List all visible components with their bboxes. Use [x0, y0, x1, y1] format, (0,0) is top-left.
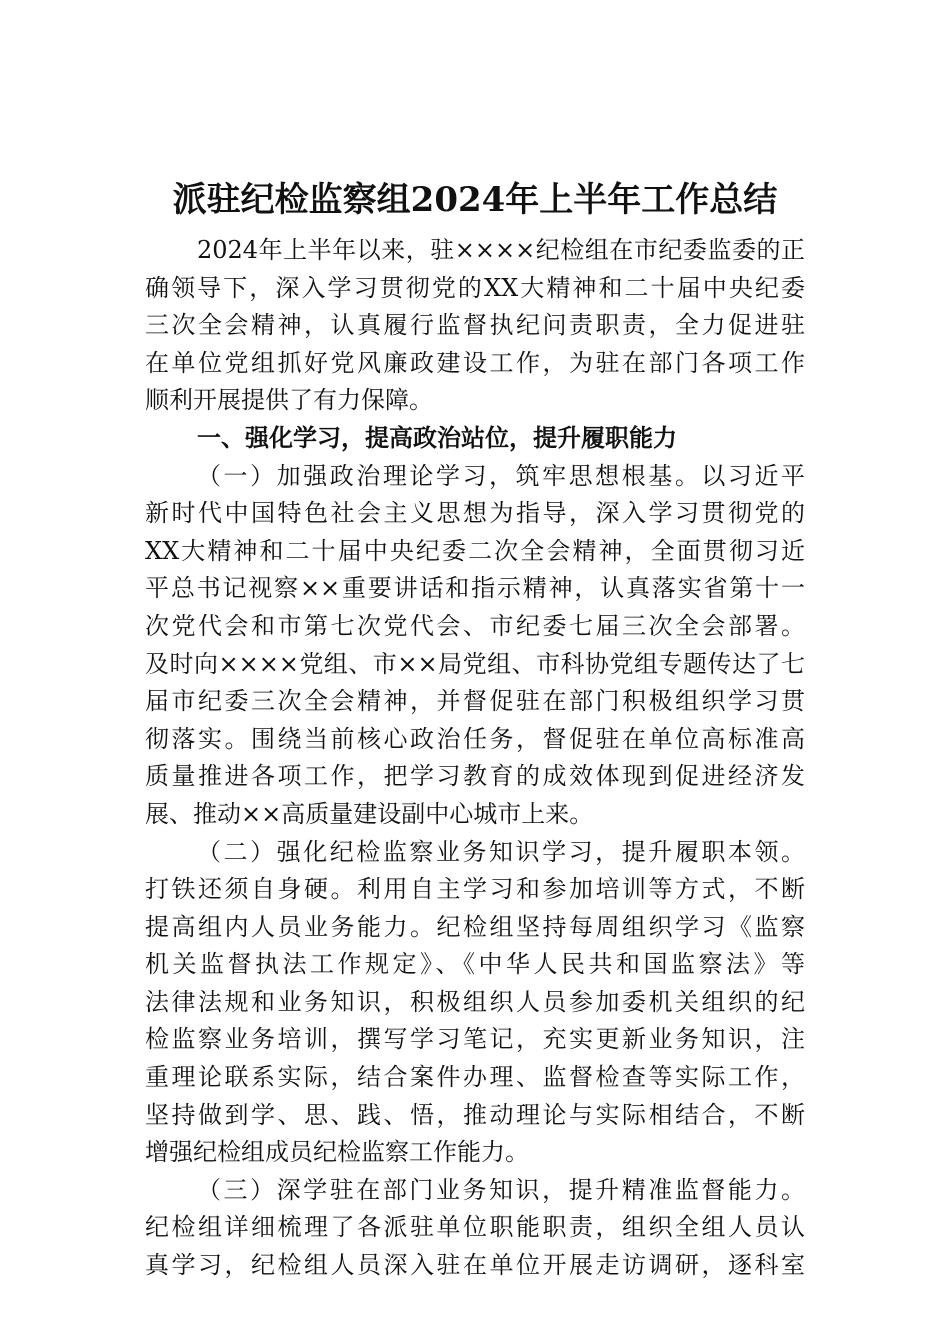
paragraph-line: 坚持做到学、思、践、悟，推动理论与实际相结合，不断: [145, 1100, 805, 1129]
paragraph-line: 展、推动××高质量建设副中心城市上来。: [145, 799, 594, 828]
paragraph-line: （三）深学驻在部门业务知识，提升精准监督能力。: [197, 1175, 805, 1204]
paragraph-line: 及时向××××党组、市××局党组、市科协党组专题传达了七: [145, 649, 805, 678]
paragraph-line: 2024年上半年以来，驻××××纪检组在市纪委监委的正: [197, 236, 805, 264]
paragraph-line: 法律法规和业务知识，积极组织人员参加委机关组织的纪: [145, 987, 805, 1016]
paragraph-line: 三次全会精神，认真履行监督执纪问责职责，全力促进驻: [145, 311, 805, 340]
paragraph-line: 新时代中国特色社会主义思想为指导，深入学习贯彻党的: [145, 499, 805, 528]
paragraph-line: 顺利开展提供了有力保障。: [145, 386, 433, 415]
paragraph-line: 届市纪委三次全会精神，并督促驻在部门积极组织学习贯: [145, 687, 805, 716]
paragraph-line: 检监察业务培训，撰写学习笔记，充实更新业务知识，注: [145, 1025, 805, 1054]
paragraph-line: 机关监督执法工作规定》、《中华人民共和国监察法》等: [145, 950, 805, 979]
document-title: 派驻纪检监察组2024年上半年工作总结: [172, 180, 778, 220]
paragraph-line: 真学习，纪检组人员深入驻在单位开展走访调研，逐科室: [145, 1251, 805, 1280]
paragraph-line: 提高组内人员业务能力。纪检组坚持每周组织学习《监察: [145, 912, 805, 941]
paragraph-line: 确领导下，深入学习贯彻党的XX大精神和二十届中央纪委: [145, 273, 805, 302]
document-body: [145, 232, 805, 1285]
paragraph-line: 纪检组详细梳理了各派驻单位职能职责，组织全组人员认: [145, 1213, 805, 1242]
paragraph-line: 在单位党组抓好党风廉政建设工作，为驻在部门各项工作: [145, 348, 805, 377]
paragraph-line: （一）加强政治理论学习，筑牢思想根基。以习近平: [197, 461, 805, 490]
paragraph-line: XX大精神和二十届中央纪委二次全会精神，全面贯彻习近: [145, 536, 805, 565]
paragraph-line: 彻落实。围绕当前核心政治任务，督促驻在单位高标准高: [145, 724, 805, 753]
paragraph-line: 质量推进各项工作，把学习教育的成效体现到促进经济发: [145, 762, 805, 791]
paragraph-line: 平总书记视察××重要讲话和指示精神，认真落实省第十一: [145, 574, 805, 603]
paragraph-line: 次党代会和市第七次党代会、市纪委七届三次全会部署。: [145, 611, 805, 640]
section-heading: 一、强化学习，提高政治站位，提升履职能力: [197, 423, 677, 452]
paragraph-line: （二）强化纪检监察业务知识学习，提升履职本领。: [197, 837, 805, 866]
paragraph-line: 增强纪检组成员纪检监察工作能力。: [145, 1138, 529, 1167]
paragraph-line: 打铁还须自身硬。利用自主学习和参加培训等方式，不断: [145, 875, 805, 904]
paragraph-line: 重理论联系实际，结合案件办理、监督检查等实际工作，: [145, 1063, 805, 1092]
